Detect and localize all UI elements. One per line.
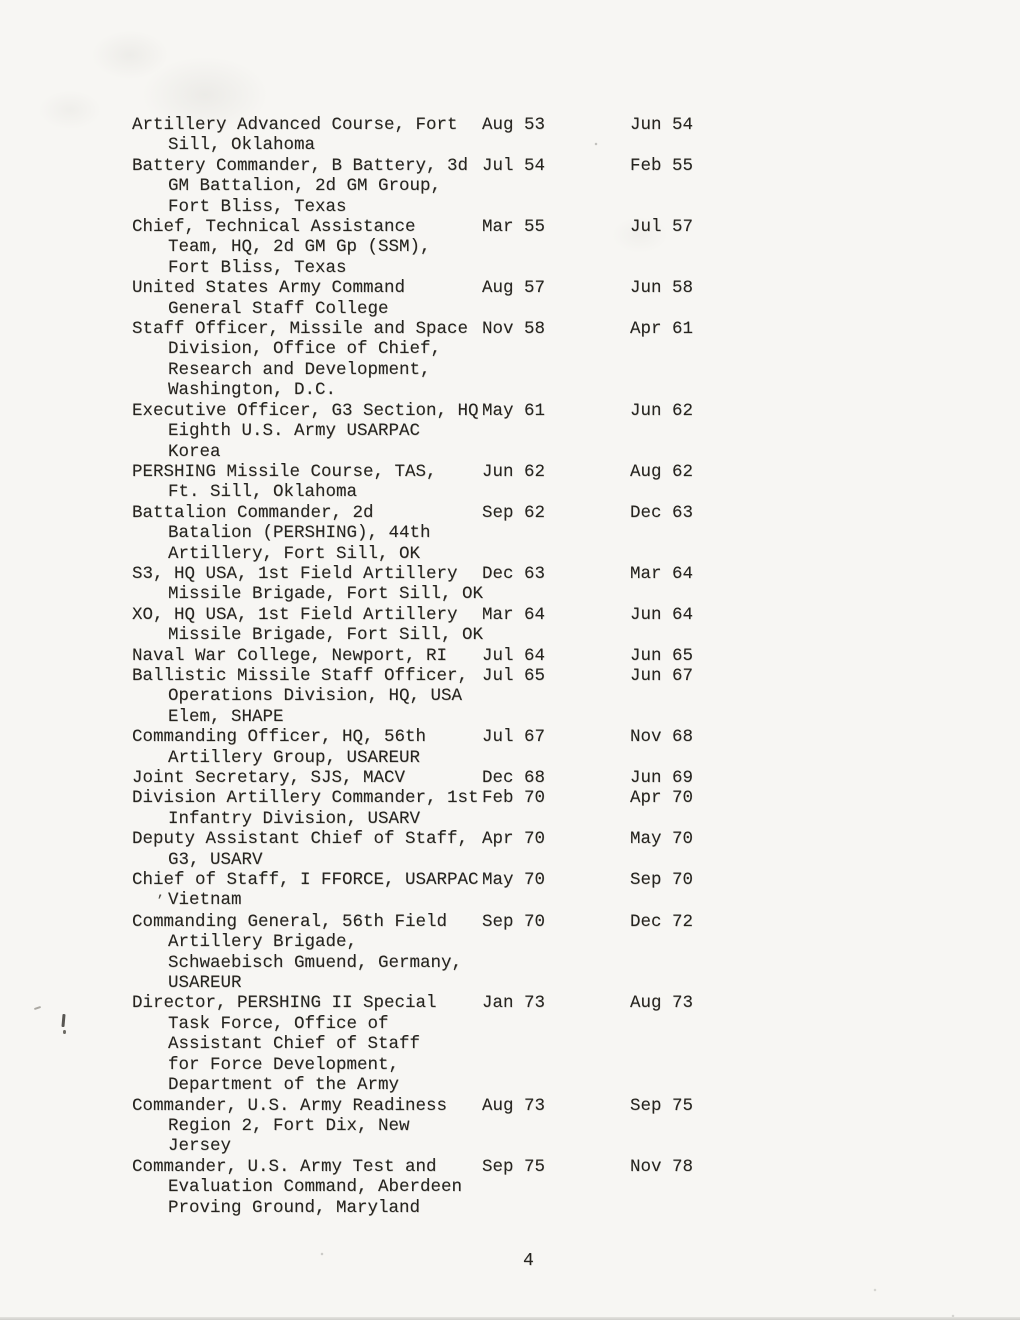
table-row (132, 401, 992, 462)
table-row (132, 217, 992, 278)
assignment-cell (132, 605, 482, 646)
from-date-cell: Dec 63 (482, 563, 546, 584)
assignment-line: Research and Development, (168, 359, 431, 380)
handwritten-tick-mark (34, 1006, 41, 1010)
from-date-cell: Jul 64 (482, 645, 546, 666)
assignment-line: Joint Secretary, SJS, MACV (132, 768, 406, 788)
assignment-line: Infantry Division, USARV (168, 808, 421, 829)
assignment-line: Artillery Advanced Course, Fort (132, 115, 458, 135)
assignment-line: Department of the Army (168, 1075, 400, 1096)
assignment-line: Staff Officer, Missile and Space (132, 319, 469, 340)
assignment-line: Missile Brigade, Fort Sill, OK (168, 625, 484, 646)
assignment-cell (132, 503, 482, 564)
assignment-line: Eighth U.S. Army USARPAC (168, 421, 421, 442)
assignment-cell (132, 1157, 482, 1218)
assignment-line: Executive Officer, G3 Section, HQ (132, 400, 479, 421)
to-date-cell: Jun 69 (630, 768, 694, 788)
assignment-line: Commanding General, 56th Field (132, 911, 448, 932)
from-date-cell: Mar 64 (482, 604, 546, 625)
to-date-cell: Jun 62 (630, 400, 694, 421)
assignment-line: Schwaebisch Gmuend, Germany, (168, 952, 463, 973)
assignment-line: Battalion Commander, 2d (132, 502, 374, 523)
table-row (132, 319, 992, 401)
assignment-line: Ballistic Missile Staff Officer, (132, 665, 469, 686)
to-date-cell: Feb 55 (630, 155, 694, 176)
to-date-cell: Jun 64 (630, 604, 694, 625)
to-date-cell: Dec 72 (630, 911, 694, 932)
assignment-line: Elem, SHAPE (168, 706, 284, 727)
from-date-cell: Jun 62 (482, 461, 546, 482)
assignment-line: Commander, U.S. Army Readiness (132, 1095, 448, 1116)
table-row (132, 503, 992, 564)
table-row (132, 605, 992, 646)
assignment-line: Artillery Brigade, (168, 932, 358, 953)
table-row (132, 278, 992, 319)
assignment-cell (132, 115, 482, 156)
table-row (132, 727, 992, 768)
assignment-cell (132, 646, 482, 666)
from-date-cell: Feb 70 (482, 788, 546, 809)
table-row (132, 156, 992, 217)
from-date-cell: Aug 57 (482, 278, 546, 299)
table-row (132, 993, 992, 1095)
to-date-cell: Jun 58 (630, 278, 694, 299)
assignment-cell (132, 278, 482, 319)
assignment-line: for Force Development, (168, 1054, 400, 1075)
to-date-cell: Jun 65 (630, 645, 694, 666)
from-date-cell: Aug 73 (482, 1095, 546, 1116)
assignment-line: Task Force, Office of (168, 1013, 389, 1034)
assignment-cell (132, 912, 482, 994)
stray-apostrophe-mark: ’ (156, 893, 164, 909)
assignment-cell (132, 319, 482, 401)
assignment-cell (132, 564, 482, 605)
assignment-line: Commanding Officer, HQ, 56th (132, 727, 427, 748)
assignment-line: Commander, U.S. Army Test and (132, 1156, 437, 1177)
from-date-cell: Sep 75 (482, 1156, 546, 1177)
assignment-cell (132, 401, 482, 462)
to-date-cell: Jul 57 (630, 217, 694, 238)
handwritten-exclamation-mark (61, 1014, 65, 1027)
assignment-line: Proving Ground, Maryland (168, 1197, 421, 1218)
table-row (132, 115, 992, 156)
table-row (132, 870, 992, 912)
assignment-cell (132, 666, 482, 727)
from-date-cell: Nov 58 (482, 319, 546, 340)
to-date-cell: Apr 70 (630, 788, 694, 809)
to-date-cell: Nov 68 (630, 727, 694, 748)
assignment-line: Operations Division, HQ, USA (168, 686, 463, 707)
assignment-line: USAREUR (168, 973, 242, 994)
assignment-cell (132, 462, 482, 503)
assignment-line: Washington, D.C. (168, 380, 337, 401)
assignment-cell (132, 870, 482, 912)
assignment-line: Fort Bliss, Texas (168, 196, 347, 217)
assignment-line: General Staff College (168, 298, 389, 319)
assignment-cell (132, 1096, 482, 1157)
assignment-cell (132, 993, 482, 1095)
assignment-line: Missile Brigade, Fort Sill, OK (168, 584, 484, 605)
assignment-line: Fort Bliss, Texas (168, 257, 347, 278)
assignment-cell (132, 829, 482, 870)
table-row (132, 462, 992, 503)
assignment-line: G3, USARV (168, 849, 263, 870)
assignment-line: GM Battalion, 2d GM Group, (168, 176, 442, 197)
to-date-cell: Aug 73 (630, 993, 694, 1014)
assignment-line: Batalion (PERSHING), 44th (168, 523, 431, 544)
table-row (132, 564, 992, 605)
from-date-cell: Apr 70 (482, 829, 546, 850)
assignment-line: XO, HQ USA, 1st Field Artillery (132, 604, 458, 625)
assignment-line: Team, HQ, 2d GM Gp (SSM), (168, 237, 431, 258)
assignment-line: Region 2, Fort Dix, New (168, 1115, 410, 1136)
assignment-line: PERSHING Missile Course, TAS, (132, 461, 437, 482)
to-date-cell: Aug 62 (630, 461, 694, 482)
table-row (132, 829, 992, 870)
to-date-cell: Dec 63 (630, 502, 694, 523)
assignment-line: Battery Commander, B Battery, 3d (132, 155, 469, 176)
to-date-cell: Jun 54 (630, 115, 694, 135)
table-row (132, 666, 992, 727)
table-row (132, 1096, 992, 1157)
assignment-line: Evaluation Command, Aberdeen (168, 1177, 463, 1198)
to-date-cell: Sep 70 (630, 870, 694, 891)
assignment-line: United States Army Command (132, 278, 406, 299)
assignment-line: Artillery, Fort Sill, OK (168, 543, 421, 564)
assignment-line: S3, HQ USA, 1st Field Artillery (132, 563, 458, 584)
to-date-cell: Sep 75 (630, 1095, 694, 1116)
table-row (132, 1157, 992, 1218)
assignments-table-body (132, 115, 992, 1218)
assignment-line: Chief of Staff, I FFORCE, USARPAC (132, 870, 479, 891)
table-row (132, 646, 992, 666)
assignment-line: Sill, Oklahoma (168, 135, 316, 156)
handwritten-exclamation-dot (63, 1030, 66, 1034)
assignment-line: Deputy Assistant Chief of Staff, (132, 829, 469, 850)
assignment-line: Division Artillery Commander, 1st (132, 788, 479, 809)
from-date-cell: Sep 62 (482, 502, 546, 523)
assignment-line: Naval War College, Newport, RI (132, 645, 448, 666)
assignment-line: Jersey (168, 1136, 232, 1157)
from-date-cell: Sep 70 (482, 911, 546, 932)
assignment-cell (132, 156, 482, 217)
assignment-line: Division, Office of Chief, (168, 339, 442, 360)
assignment-cell (132, 788, 482, 829)
assignment-cell (132, 217, 482, 278)
to-date-cell: May 70 (630, 829, 694, 850)
table-row (132, 912, 992, 994)
assignment-line: Director, PERSHING II Special (132, 993, 437, 1014)
assignment-cell (132, 768, 482, 788)
to-date-cell: Mar 64 (630, 563, 694, 584)
assignment-cell (132, 727, 482, 768)
assignment-line: ’ Vietnam (156, 890, 242, 911)
from-date-cell: Jul 65 (482, 665, 546, 686)
assignment-line: Artillery Group, USAREUR (168, 747, 421, 768)
to-date-cell: Apr 61 (630, 319, 694, 340)
from-date-cell: Jul 67 (482, 727, 546, 748)
from-date-cell: Aug 53 (482, 115, 546, 135)
assignment-line: Assistant Chief of Staff (168, 1034, 421, 1055)
from-date-cell: Dec 68 (482, 768, 546, 788)
from-date-cell: May 61 (482, 400, 546, 421)
table-row (132, 768, 992, 788)
to-date-cell: Nov 78 (630, 1156, 694, 1177)
assignments-table (132, 115, 992, 1218)
to-date-cell: Jun 67 (630, 665, 694, 686)
page-number: 4 (523, 1251, 534, 1271)
assignment-line: Ft. Sill, Oklahoma (168, 482, 358, 503)
table-row (132, 788, 992, 829)
from-date-cell: Jan 73 (482, 993, 546, 1014)
assignment-line: Chief, Technical Assistance (132, 217, 416, 238)
from-date-cell: Jul 54 (482, 155, 546, 176)
from-date-cell: May 70 (482, 870, 546, 891)
assignment-line: Korea (168, 441, 221, 462)
from-date-cell: Mar 55 (482, 217, 546, 238)
